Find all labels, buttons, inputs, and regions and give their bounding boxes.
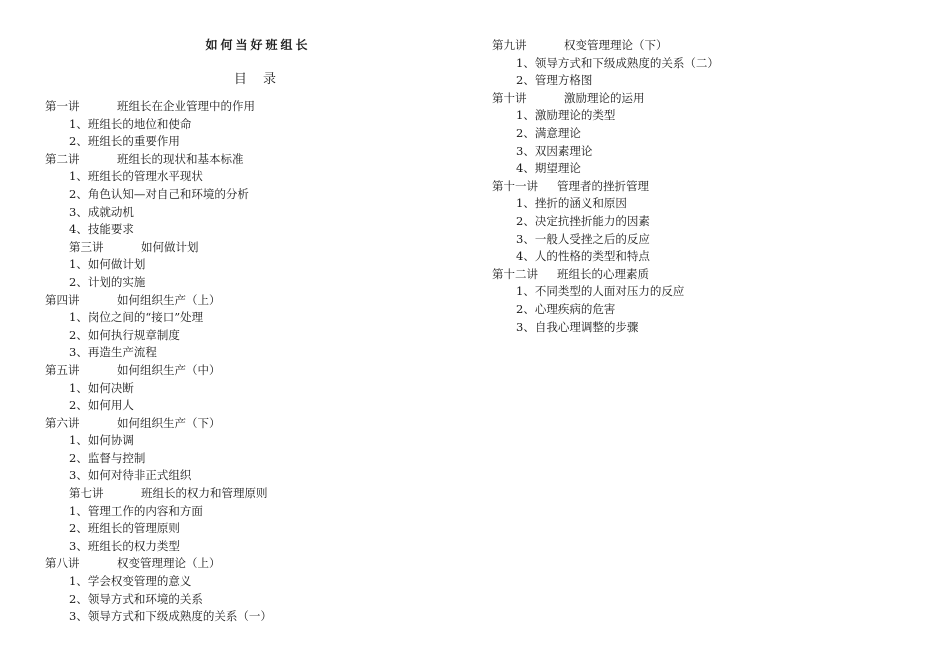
- lecture-number: 第四讲: [45, 292, 80, 307]
- toc-item: 2、如何用人: [69, 398, 134, 413]
- lecture-title: 权变管理理论（上）: [117, 556, 221, 571]
- lecture-number: 第五讲: [45, 362, 80, 377]
- toc-right-column: [492, 37, 912, 336]
- toc-item: 3、一般人受挫之后的反应: [516, 231, 650, 246]
- lecture-title: 如何组织生产（下）: [117, 415, 221, 430]
- lecture-heading: [45, 292, 465, 310]
- toc-item: 1、管理工作的内容和方面: [69, 503, 203, 518]
- lecture-number: 第二讲: [45, 151, 80, 166]
- lecture-title: 如何组织生产（上）: [117, 292, 221, 307]
- toc-item: 1、领导方式和下级成熟度的关系（二）: [516, 55, 719, 70]
- toc-item: 1、如何协调: [69, 433, 134, 448]
- lecture-number: 第十讲: [492, 90, 527, 105]
- toc-item: 2、监督与控制: [69, 450, 146, 465]
- toc-item: 2、领导方式和环境的关系: [69, 591, 203, 606]
- lecture-heading: [492, 37, 912, 55]
- lecture-number: 第十一讲: [492, 178, 538, 193]
- toc-item: 3、如何对待非正式组织: [69, 468, 192, 483]
- lecture-heading: [45, 415, 465, 433]
- toc-item: 2、管理方格图: [516, 73, 593, 88]
- toc-item: 2、如何执行规章制度: [69, 327, 180, 342]
- lecture-title: 权变管理理论（下）: [564, 38, 668, 52]
- toc-item: 2、决定抗挫折能力的因素: [516, 213, 650, 228]
- document-title: 如何当好班组长: [205, 38, 311, 52]
- toc-item: 2、满意理论: [516, 125, 581, 140]
- lecture-heading: [45, 151, 465, 169]
- lecture-heading: [45, 485, 465, 503]
- toc-item: 2、角色认知—对自己和环境的分析: [69, 186, 249, 201]
- toc-item: 3、领导方式和下级成熟度的关系（一）: [69, 609, 272, 624]
- lecture-title: 如何组织生产（中）: [117, 362, 221, 377]
- lecture-number: 第一讲: [45, 99, 80, 113]
- toc-item: 1、班组长的管理水平现状: [69, 169, 203, 184]
- toc-item: 1、挫折的涵义和原因: [516, 196, 627, 211]
- toc-item: 1、岗位之间的“接口”处理: [69, 310, 204, 325]
- lecture-number: 第十二讲: [492, 266, 538, 281]
- toc-item: 3、双因素理论: [516, 143, 593, 158]
- lecture-number: 第九讲: [492, 38, 527, 52]
- toc-item: 4、技能要求: [69, 222, 134, 237]
- lecture-number: 第八讲: [45, 556, 80, 571]
- lecture-heading: [45, 98, 465, 116]
- lecture-number: 第七讲: [69, 486, 104, 501]
- toc-item: 3、成就动机: [69, 204, 134, 219]
- toc-item: 2、班组长的管理原则: [69, 521, 180, 536]
- toc-item: 4、期望理论: [516, 161, 581, 176]
- toc-item: 1、如何做计划: [69, 257, 146, 272]
- lecture-title: 班组长的权力和管理原则: [141, 486, 268, 501]
- toc-item: 1、激励理论的类型: [516, 108, 616, 123]
- lecture-title: 班组长在企业管理中的作用: [117, 99, 255, 113]
- toc-item: 1、不同类型的人面对压力的反应: [516, 284, 685, 299]
- lecture-heading: [492, 266, 912, 284]
- toc-left-column: [45, 98, 465, 626]
- lecture-title: 管理者的挫折管理: [557, 178, 649, 193]
- toc-item: 3、自我心理调整的步骤: [516, 319, 639, 334]
- toc-item: 4、人的性格的类型和特点: [516, 249, 650, 264]
- lecture-heading: [492, 90, 912, 108]
- toc-item: 3、班组长的权力类型: [69, 538, 180, 553]
- lecture-heading: [45, 239, 465, 257]
- lecture-title: 班组长的现状和基本标准: [117, 151, 244, 166]
- toc-item: 1、如何决断: [69, 380, 134, 395]
- lecture-number: 第六讲: [45, 415, 80, 430]
- lecture-number: 第三讲: [69, 239, 104, 254]
- toc-item: 2、心理疾病的危害: [516, 301, 616, 316]
- lecture-heading: [45, 555, 465, 573]
- toc-item: 2、计划的实施: [69, 274, 146, 289]
- toc-item: 1、班组长的地位和使命: [69, 116, 192, 131]
- lecture-title: 如何做计划: [141, 239, 199, 254]
- toc-item: 3、再造生产流程: [69, 345, 157, 360]
- lecture-heading: [492, 178, 912, 196]
- lecture-title: 激励理论的运用: [564, 90, 645, 105]
- toc-heading: 目 录: [233, 72, 283, 87]
- toc-item: 2、班组长的重要作用: [69, 134, 180, 149]
- toc-item: 1、学会权变管理的意义: [69, 574, 192, 589]
- lecture-title: 班组长的心理素质: [557, 266, 649, 281]
- lecture-heading: [45, 362, 465, 380]
